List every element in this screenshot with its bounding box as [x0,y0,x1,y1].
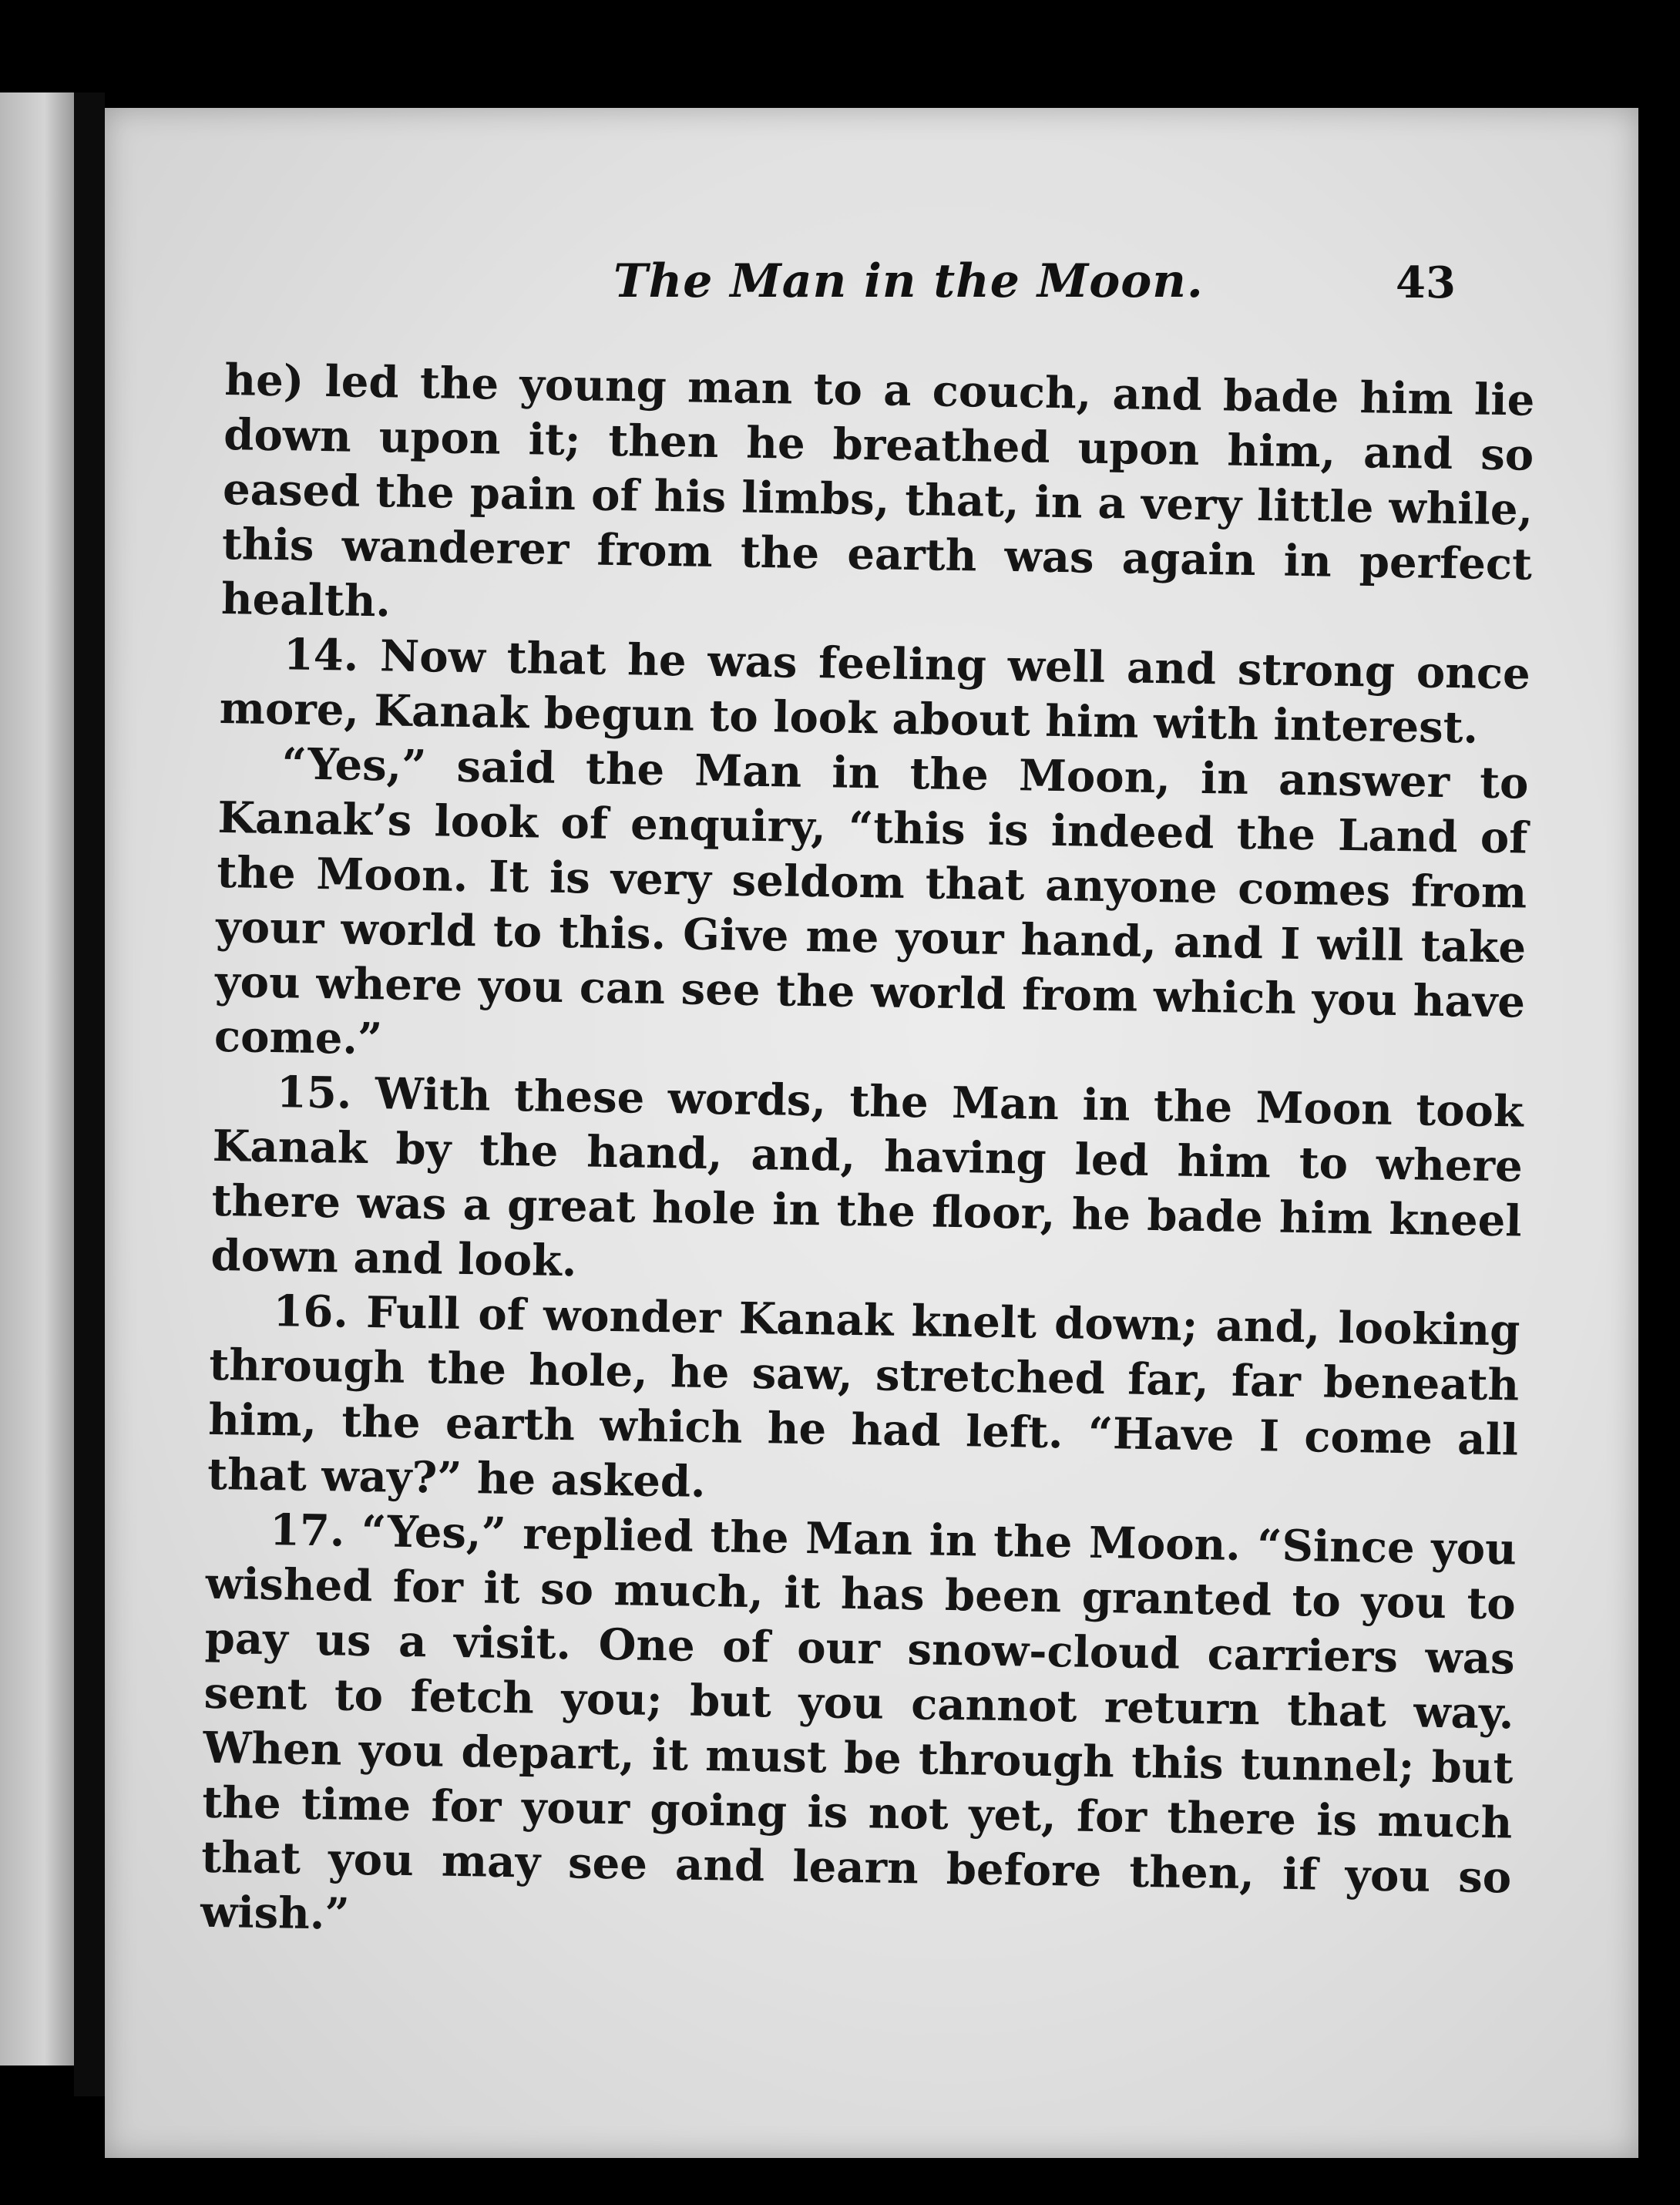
running-title: The Man in the Moon. [613,254,1204,308]
paragraph-17: 17. “Yes,” replied the Man in the Moon. “Since you wished for it so much, it has been granted to you to pay us a visit. One of our snow-cloud carriers was sent to fetch you; but you cannot return that way. When you depart, it must be through this tunnel; but the time for your going is not yet, for there is much that you may see and learn before then, if you so wish.” [200,1504,1517,1940]
paragraph-16: 16. Full of wonder Kanak knelt down; and, looking through the hole, he saw, stretched far, far beneath him, the earth which he had left. “Have I come all that way?” he asked. [207,1286,1520,1508]
body-text [200,353,1535,1960]
paragraph-dialogue: “Yes,” said the Man in the Moon, in answer to Kanak’s look of enquiry, “this is indeed the Land of the Moon. It is very seldom that anyone comes from your world to this. Give me your hand, and I will take you where you can see the world from which you have come.” [213,738,1529,1065]
previous-page-edge [0,92,74,2066]
page-number: 43 [1396,257,1456,308]
paragraph-continuation: he) led the young man to a couch, and bade him lie down upon it; then he breathed upon him, and so eased the pain of his limbs, that, in a very little while, this wanderer from the earth was again in perfect health. [220,354,1535,627]
paragraph-14: 14. Now that he was feeling well and strong once more, Kanak begun to look about him with interest. [219,629,1531,754]
book-page [105,108,1638,2158]
page-header [105,254,1638,331]
book-gutter [74,92,105,2096]
paragraph-15: 15. With these words, the Man in the Moon took Kanak by the hand, and, having led him to where there was a great hole in the floor, he bade him kneel down and look. [210,1067,1524,1287]
